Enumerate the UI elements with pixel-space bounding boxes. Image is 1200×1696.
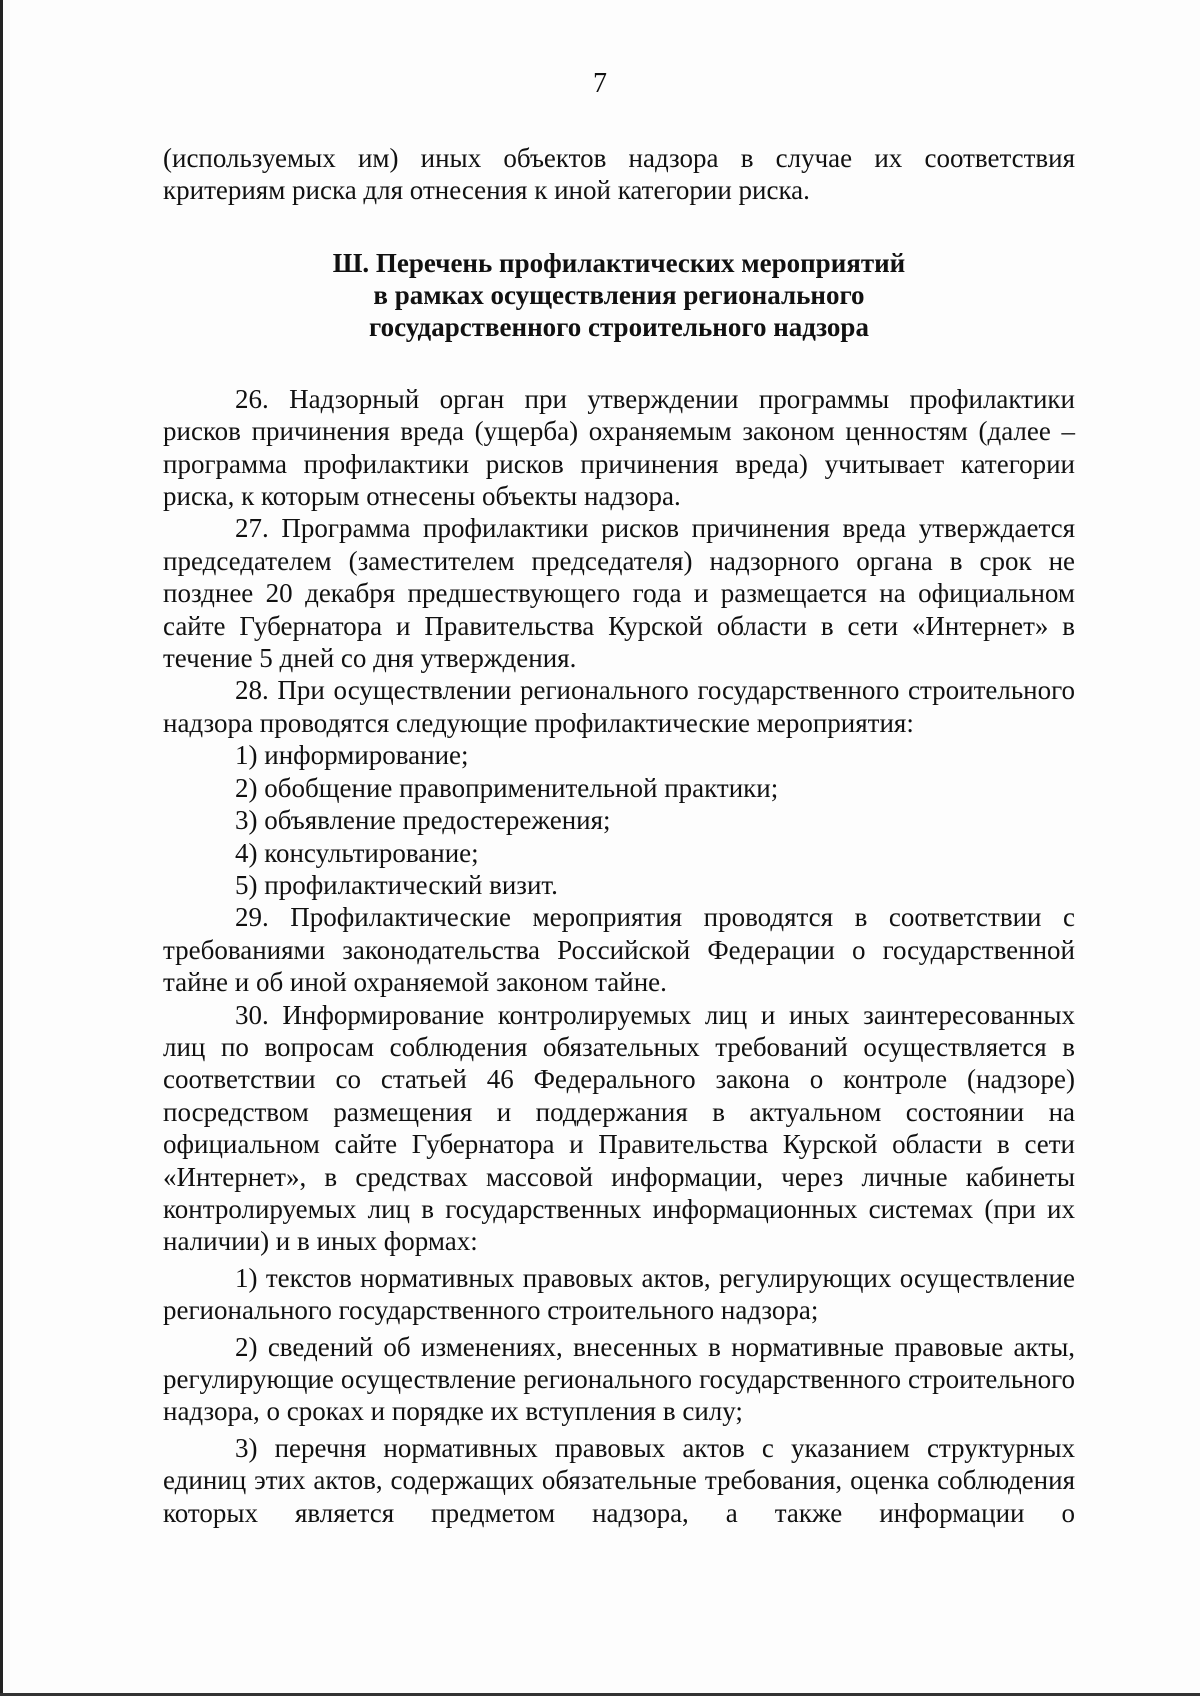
paragraph-28: 28. При осуществлении регионального государственного строительного надзора проводятся следующие профилактические мероприятия: <box>163 675 1075 738</box>
page-number: 7 <box>593 68 607 99</box>
list-28-item-5: 5) профилактический визит. <box>235 869 558 900</box>
list-30-item-2: 2) сведений об изменениях, внесенных в нормативные правовые акты, регулирующие осуществление регионального государственного строительного надзора, о сроках и порядке их вступления в силу; <box>163 1331 1075 1427</box>
list-28-item-3: 3) объявление предостережения; <box>235 805 611 836</box>
document-body <box>163 142 1075 1529</box>
list-28-item-2: 2) обобщение правоприменительной практики; <box>235 772 779 803</box>
intro-paragraph: (используемых им) иных объектов надзора в случае их соответствия критериям риска для отнесения к иной категории риска. <box>163 143 1075 206</box>
paragraph-29: 29. Профилактические мероприятия проводятся в соответствии с требованиями законодательства Российской Федерации о государственной тайне и об иной охраняемой законом тайне. <box>163 902 1075 998</box>
list-28-item-4: 4) консультирование; <box>235 837 479 868</box>
section-heading-line-3: государственного строительного надзора <box>369 311 869 342</box>
list-28-item-1: 1) информирование; <box>235 740 469 771</box>
paragraph-30: 30. Информирование контролируемых лиц и иных заинтересованных лиц по вопросам соблюдения обязательных требований осуществляется в соответствии со статьей 46 Федерального закона о контроле (надзоре) посредством размещения и поддержания в актуальном состоянии на официальном сайте Губернатора и Правительства Курской области в сети «Интернет», в средствах массовой информации, через личные кабинеты контролируемых лиц в государственных информационных системах (при их наличии) и в иных формах: <box>163 999 1075 1257</box>
list-30-item-3: 3) перечня нормативных правовых актов с указанием структурных единиц этих актов, содержащих обязательные требования, оценка соблюдения которых является предметом надзора, а также информации о <box>163 1432 1075 1528</box>
section-heading-line-1: Ш. Перечень профилактических мероприятий <box>332 247 906 278</box>
section-heading <box>163 247 1075 343</box>
list-30-item-1: 1) текстов нормативных правовых актов, регулирующих осуществление регионального государственного строительного надзора; <box>163 1262 1075 1326</box>
paragraph-26: 26. Надзорный орган при утверждении программы профилактики рисков причинения вреда (ущерба) охраняемым законом ценностям (далее – программа профилактики рисков причинения вреда) учитывает категории риска, к которым отнесены объекты надзора. <box>163 383 1075 512</box>
scan-edge-left <box>0 0 3 1696</box>
paragraph-27: 27. Программа профилактики рисков причинения вреда утверждается председателем (заместителем председателя) надзорного органа в срок не позднее 20 декабря предшествующего года и размещается на официальном сайте Губернатора и Правительства Курской области в сети «Интернет» в течение 5 дней со дня утверждения. <box>163 513 1075 674</box>
section-heading-line-2: в рамках осуществления регионального <box>373 279 865 310</box>
